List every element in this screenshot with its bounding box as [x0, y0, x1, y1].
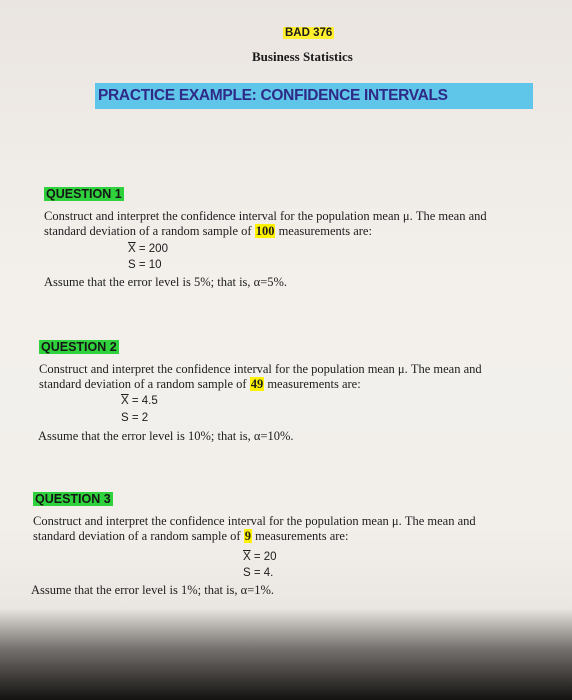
question-1-assumption: Assume that the error level is 5%; that is, α=5%. [44, 275, 288, 289]
question-3-text [33, 514, 476, 544]
question-1-mean [128, 243, 168, 255]
photo-shadow [0, 608, 572, 700]
question-3-line-2 [33, 529, 476, 544]
question-1-title: QUESTION 1 [46, 187, 122, 201]
question-1-text [44, 209, 487, 239]
question-2-sample-size: 49 [250, 377, 264, 391]
question-1-sd: S = 10 [128, 259, 162, 271]
question-3-title: QUESTION 3 [35, 492, 111, 506]
question-3-line-2-post: measurements are: [251, 529, 349, 543]
question-2-sd: S = 2 [121, 412, 149, 424]
question-1-line-2-pre: standard deviation of a random sample of [44, 224, 255, 238]
question-2-line-2 [39, 377, 482, 392]
course-code: BAD 376 [285, 27, 333, 39]
question-1-sample-size: 100 [255, 224, 275, 238]
question-1-line-2-post: measurements are: [275, 224, 372, 238]
course-name: Business Statistics [252, 49, 353, 64]
question-1-line-1: Construct and interpret the confidence interval for the population mean μ. The mean and [44, 209, 487, 223]
question-2-assumption: Assume that the error level is 10%; that is, α=10%. [38, 429, 294, 443]
question-1-mean-value: = 200 [135, 243, 168, 255]
question-2-mean [121, 395, 158, 407]
question-2-text [39, 362, 482, 392]
question-3-assumption: Assume that the error level is 1%; that is, α=1%. [31, 583, 275, 597]
xbar-symbol: $\overline{X}$ [243, 551, 251, 563]
question-3-sample-size: 9 [244, 529, 251, 543]
question-2-line-2-pre: standard deviation of a random sample of [39, 377, 250, 391]
question-3-line-1: Construct and interpret the confidence interval for the population mean μ. The mean and [33, 514, 476, 528]
question-2-title: QUESTION 2 [41, 340, 117, 354]
page-title: PRACTICE EXAMPLE: CONFIDENCE INTERVALS [98, 87, 448, 104]
question-3-sd: S = 4. [243, 567, 274, 579]
xbar-symbol: $\overline{X}$ [121, 395, 129, 407]
question-2-line-2-post: measurements are: [264, 377, 361, 391]
question-3-mean [243, 551, 277, 563]
question-3-line-2-pre: standard deviation of a random sample of [33, 529, 244, 543]
question-2-line-1: Construct and interpret the confidence interval for the population mean μ. The mean and [39, 362, 482, 376]
question-2-mean-value: = 4.5 [128, 395, 158, 407]
xbar-symbol: $\overline{X}$ [128, 243, 136, 255]
question-1-line-2 [44, 224, 487, 239]
question-3-mean-value: = 20 [250, 551, 277, 563]
